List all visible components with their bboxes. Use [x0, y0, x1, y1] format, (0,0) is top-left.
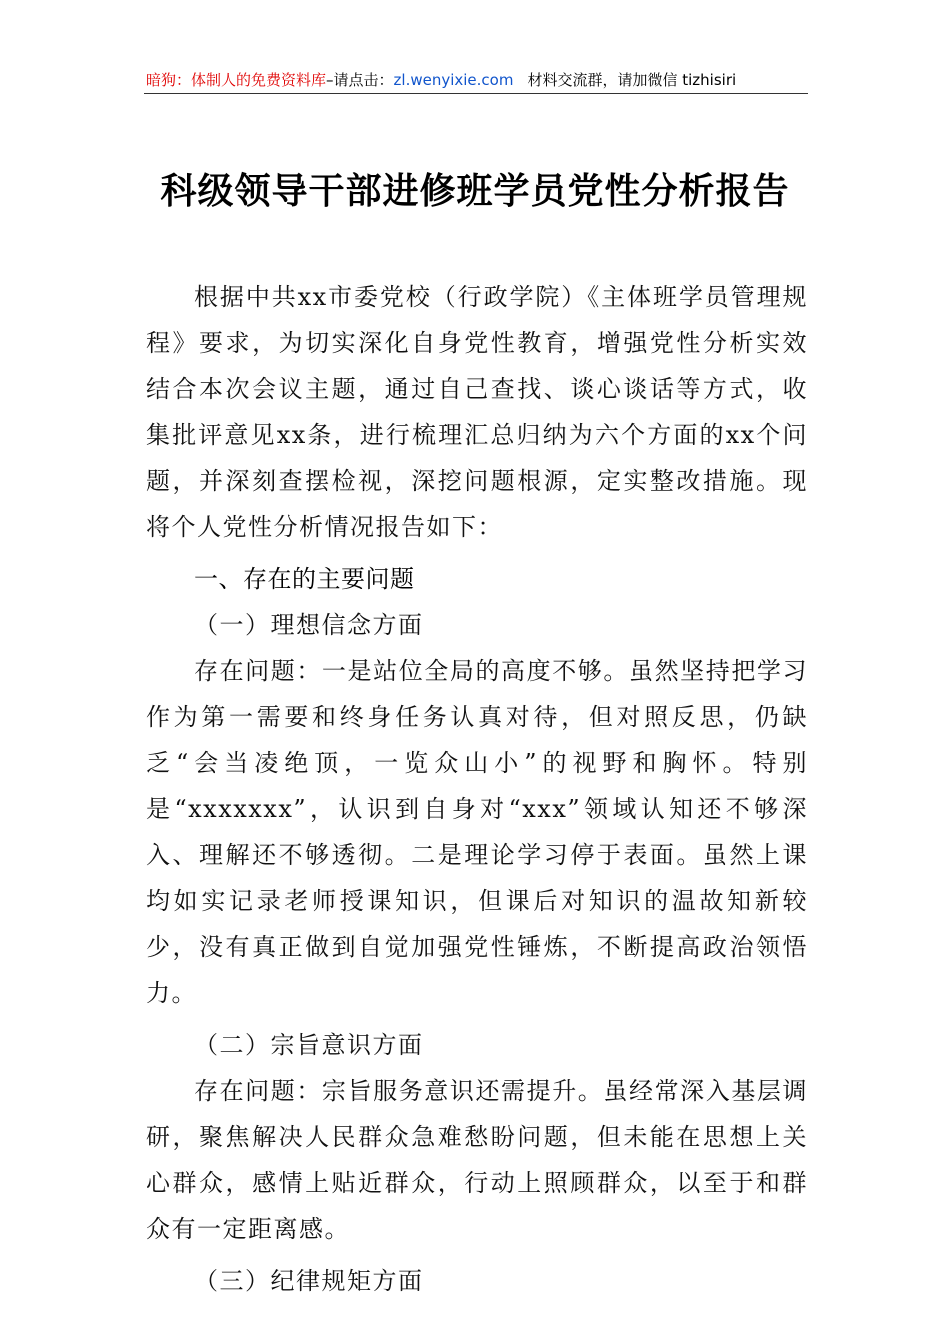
document-title: 科级领导干部进修班学员党性分析报告 [160, 170, 790, 212]
header-divider [144, 93, 808, 94]
header-brand: 暗狗：体制人的免费资料库 [146, 71, 327, 89]
header-prompt: –请点击： [326, 71, 394, 89]
header-banner [146, 68, 808, 92]
subsection-heading-1: （一）理想信念方面 [194, 611, 424, 639]
header-contact: 材料交流群，请加微信 tizhisiri [527, 71, 737, 89]
intro-paragraph: 根据中共xx市委党校（行政学院）《主体班学员管理规程》要求，为切实深化自身党性教育，增强党性分析实效结合本次会议主题，通过自己查找、谈心谈话等方式，收集批评意见xx条，进行梳理汇总归纳为六个方面的xx个问题，并深刻查摆检视，深挖问题根源，定实整改措施。现将个人党性分析情况报告如下： [146, 283, 808, 541]
subsection-heading-2: （二）宗旨意识方面 [194, 1031, 424, 1059]
header-link[interactable]: zl.wenyixie.com [393, 71, 514, 89]
subsection-paragraph-1: 存在问题：一是站位全局的高度不够。虽然坚持把学习作为第一需要和终身任务认真对待，但对照反思，仍缺乏“会当凌绝顶，一览众山小”的视野和胸怀。特别是“xxxxxxx”，认识到自身对“xxx”领域认知还不够深入、理解还不够透彻。二是理论学习停于表面。虽然上课均如实记录老师授课知识，但课后对知识的温故知新较少，没有真正做到自觉加强党性锤炼，不断提高政治领悟力。 [146, 657, 808, 1007]
document-body [146, 274, 808, 1304]
subsection-heading-3: （三）纪律规矩方面 [194, 1267, 424, 1295]
section-heading-1: 一、存在的主要问题 [194, 565, 415, 593]
subsection-paragraph-2: 存在问题：宗旨服务意识还需提升。虽经常深入基层调研，聚焦解决人民群众急难愁盼问题，但未能在思想上关心群众，感情上贴近群众，行动上照顾群众，以至于和群众有一定距离感。 [146, 1077, 808, 1243]
